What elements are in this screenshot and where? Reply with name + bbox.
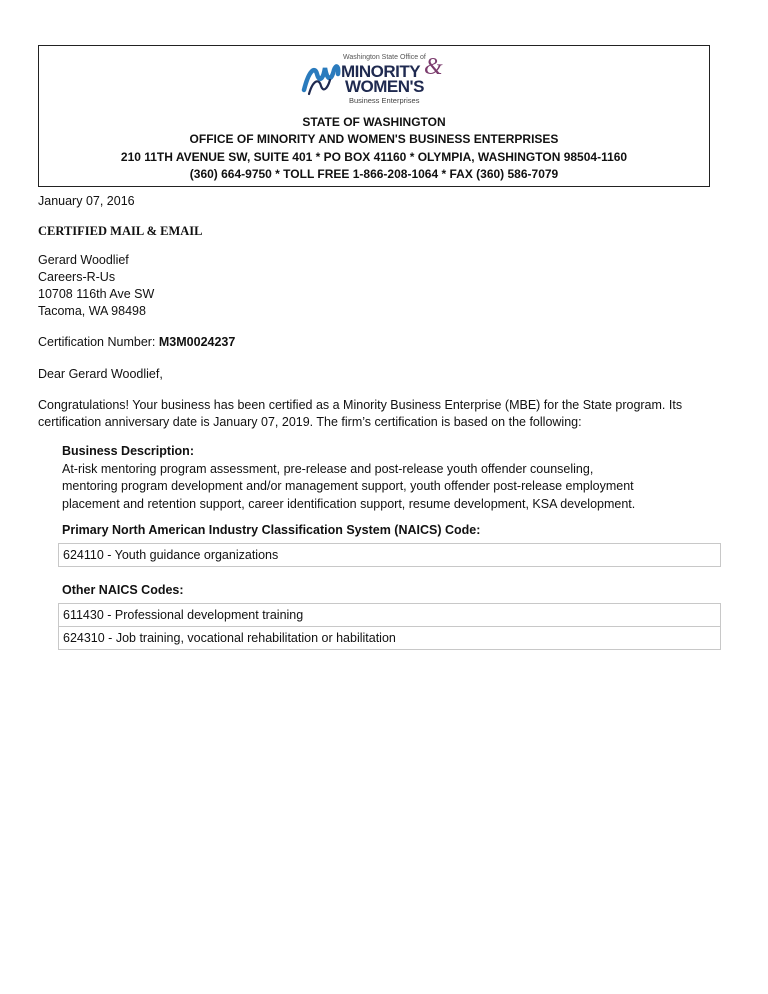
- cert-value: M3M0024237: [158, 335, 236, 349]
- naics-code-cell: 611430 - Professional development training: [59, 604, 721, 627]
- congratulations-paragraph: [38, 397, 718, 431]
- naics-code-cell: 624110 - Youth guidance organizations: [59, 544, 721, 567]
- recipient-city: Tacoma, WA 98498: [38, 304, 146, 318]
- primary-naics-label: Primary North American Industry Classification System (NAICS) Code:: [62, 523, 481, 537]
- business-line-2: mentoring program development and/or management support, youth offender post-release employment: [62, 479, 634, 494]
- recipient-company: Careers-R-Us: [38, 270, 116, 284]
- congrats-line-1: Congratulations! Your business has been certified as a Minority Business Enterprise (MBE) for the State program. Its: [38, 398, 683, 412]
- logo-subtitle: Business Enterprises: [349, 96, 420, 105]
- other-naics-label: Other NAICS Codes:: [62, 583, 184, 597]
- business-description: [62, 443, 712, 513]
- recipient-address: [38, 252, 154, 320]
- business-line-1: At-risk mentoring program assessment, pre-release and post-release youth offender counseling,: [62, 461, 594, 476]
- omwbe-logo: [301, 54, 451, 104]
- logo-ampersand: &: [424, 54, 443, 80]
- salutation: Dear Gerard Woodlief,: [38, 367, 163, 381]
- table-row: [59, 627, 721, 650]
- primary-naics-table: [58, 543, 721, 567]
- table-row: [59, 604, 721, 627]
- cert-label: Certification Number:: [38, 335, 156, 349]
- letter-date: January 07, 2016: [38, 194, 135, 208]
- logo-mark-icon: [301, 60, 341, 100]
- mail-type: CERTIFIED MAIL & EMAIL: [38, 224, 203, 238]
- naics-code-cell: 624310 - Job training, vocational rehabilitation or habilitation: [59, 627, 721, 650]
- phone-line: (360) 664-9750 * TOLL FREE 1-866-208-1064 * FAX (360) 586-7079: [189, 166, 559, 181]
- recipient-name: Gerard Woodlief: [38, 253, 129, 267]
- congrats-line-2: certification anniversary date is January 07, 2019. The firm’s certification is based on the following:: [38, 415, 582, 429]
- recipient-street: 10708 116th Ave SW: [38, 287, 155, 301]
- letterhead-text: [39, 114, 709, 183]
- office-line: OFFICE OF MINORITY AND WOMEN'S BUSINESS ENTERPRISES: [189, 132, 559, 147]
- letterhead: [38, 45, 710, 187]
- other-naics-table: [58, 603, 721, 650]
- logo-small-text: Washington State Office of: [343, 54, 426, 61]
- address-line: 210 11TH AVENUE SW, SUITE 401 * PO BOX 41160 * OLYMPIA, WASHINGTON 98504-1160: [120, 149, 628, 164]
- certification-number: [38, 335, 235, 349]
- logo-minority: MINORITY: [341, 62, 421, 81]
- state-line: STATE OF WASHINGTON: [302, 115, 446, 129]
- logo-womens: WOMEN'S: [345, 77, 424, 96]
- business-description-label: Business Description:: [62, 444, 194, 458]
- business-line-3: placement and retention support, career identification support, resume development, KSA development.: [62, 496, 636, 511]
- table-row: [59, 544, 721, 567]
